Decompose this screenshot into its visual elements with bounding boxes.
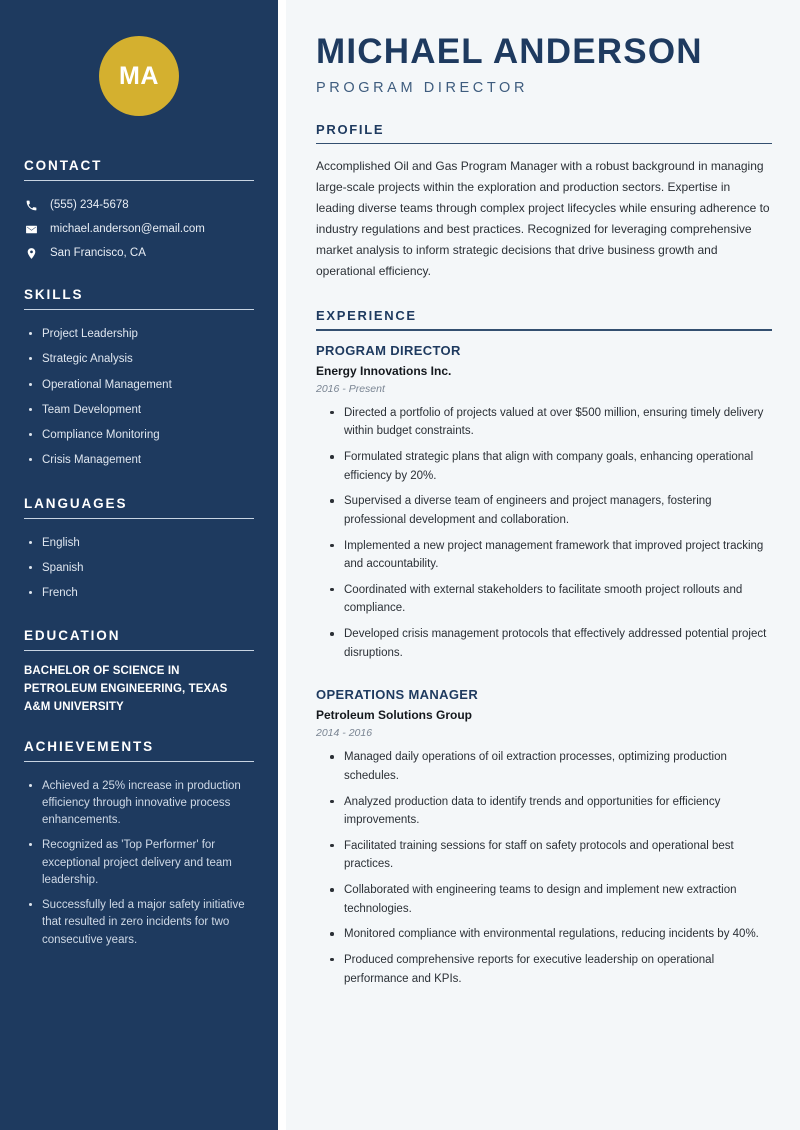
experience-bullet-list (316, 404, 772, 670)
profile-divider (316, 143, 772, 145)
achievement-item: Recognized as 'Top Performer' for exceptional project delivery and team leadership. (26, 833, 258, 893)
contact-email-row[interactable] (20, 217, 258, 241)
location-pin-icon (24, 246, 38, 260)
experience-bullet-list (316, 748, 772, 995)
profile-section (316, 122, 772, 283)
experience-section (316, 308, 772, 995)
avatar: MA (99, 36, 179, 116)
contact-section-title: CONTACT (24, 158, 103, 173)
avatar-container (20, 0, 258, 158)
experience-bullet: Implemented a new project management framework that improved project tracking and accountability. (330, 537, 772, 581)
education-divider (24, 650, 254, 651)
sidebar-main-gap (278, 0, 286, 1130)
experience-bullet: Managed daily operations of oil extraction processes, optimizing production schedules. (330, 748, 772, 792)
education-section (20, 628, 258, 716)
experience-company: Energy Innovations Inc. (316, 363, 452, 378)
skills-section (20, 287, 258, 474)
sidebar (0, 0, 278, 1130)
experience-divider (316, 329, 772, 331)
experience-bullet: Formulated strategic plans that align with company goals, enhancing operational efficiency by 20%. (330, 448, 772, 492)
profile-section-title: PROFILE (316, 121, 385, 137)
skill-item: Crisis Management (26, 448, 258, 473)
language-item: English (26, 531, 258, 556)
experience-dates: 2014 - 2016 (316, 727, 373, 740)
job-role-subtitle: PROGRAM DIRECTOR (316, 79, 529, 96)
experience-bullet: Produced comprehensive reports for executive leadership on operational performance and KPIs. (330, 951, 772, 995)
page-title: MICHAEL ANDERSON (316, 32, 703, 71)
education-section-title: EDUCATION (24, 628, 121, 644)
achievement-item: Achieved a 25% increase in production efficiency through innovative process enhancements. (26, 774, 258, 834)
contact-divider (24, 180, 254, 181)
achievements-divider (24, 761, 254, 762)
achievements-section (20, 739, 258, 953)
skill-item: Operational Management (26, 373, 258, 398)
language-item: French (26, 581, 258, 606)
experience-job-title: PROGRAM DIRECTOR (316, 342, 461, 358)
skill-item: Compliance Monitoring (26, 423, 258, 448)
experience-company: Petroleum Solutions Group (316, 708, 473, 723)
phone-icon (24, 198, 38, 212)
achievements-list (20, 774, 258, 953)
experience-bullet: Coordinated with external stakeholders to facilitate smooth project rollouts and compliance. (330, 581, 772, 625)
experience-bullet: Supervised a diverse team of engineers and project managers, fostering professional development and collaboration. (330, 492, 772, 536)
skills-list (20, 322, 258, 474)
skill-item: Strategic Analysis (26, 347, 258, 372)
email-icon (24, 222, 38, 236)
achievement-item: Successfully led a major safety initiative that resulted in zero incidents for two consecutive years. (26, 893, 258, 953)
experience-dates: 2016 - Present (316, 382, 385, 395)
education-entry: BACHELOR OF SCIENCE IN PETROLEUM ENGINEERING, TEXAS A&M UNIVERSITY (24, 665, 228, 713)
achievements-section-title: ACHIEVEMENTS (24, 738, 155, 754)
contact-phone-row[interactable] (20, 193, 258, 217)
experience-bullet: Collaborated with engineering teams to design and implement new extraction technologies. (330, 881, 772, 925)
languages-section-title: LANGUAGES (24, 495, 128, 511)
language-item: Spanish (26, 556, 258, 581)
experience-bullet: Analyzed production data to identify trends and opportunities for efficiency improvements. (330, 793, 772, 837)
main-content (286, 0, 800, 1130)
contact-phone-value: (555) 234-5678 (50, 199, 129, 211)
languages-divider (24, 518, 254, 519)
skill-item: Project Leadership (26, 322, 258, 347)
experience-job-title: OPERATIONS MANAGER (316, 687, 479, 703)
skill-item: Team Development (26, 398, 258, 423)
experience-bullet: Directed a portfolio of projects valued at over $500 million, ensuring timely delivery within budget constraints. (330, 404, 772, 448)
experience-bullet: Monitored compliance with environmental regulations, reducing incidents by 40%. (330, 925, 772, 951)
experience-bullet: Facilitated training sessions for staff on safety protocols and operational best practices. (330, 837, 772, 881)
experience-bullet: Developed crisis management protocols that effectively addressed potential project disruptions. (330, 625, 772, 669)
skills-divider (24, 309, 254, 310)
contact-list (20, 193, 258, 265)
experience-entry (316, 343, 772, 395)
contact-email-value: michael.anderson@email.com (50, 223, 205, 235)
languages-list (20, 531, 258, 607)
skills-section-title: SKILLS (24, 287, 84, 302)
experience-entry (316, 687, 772, 739)
languages-section (20, 496, 258, 607)
contact-location-value: San Francisco, CA (50, 247, 146, 259)
contact-location-row[interactable] (20, 241, 258, 265)
contact-section (20, 158, 258, 265)
profile-text: Accomplished Oil and Gas Program Manager with a robust background in managing large-scale projects within the exploration and production sectors. Expertise in leading diverse teams through complex project lifecycles while ensuring adherence to industry regulations and best practices. Recognized for leveraging comprehensive market analysis to inform strategic decisions that drive business growth and operational efficiency. (316, 159, 770, 279)
experience-section-title: EXPERIENCE (316, 308, 417, 324)
